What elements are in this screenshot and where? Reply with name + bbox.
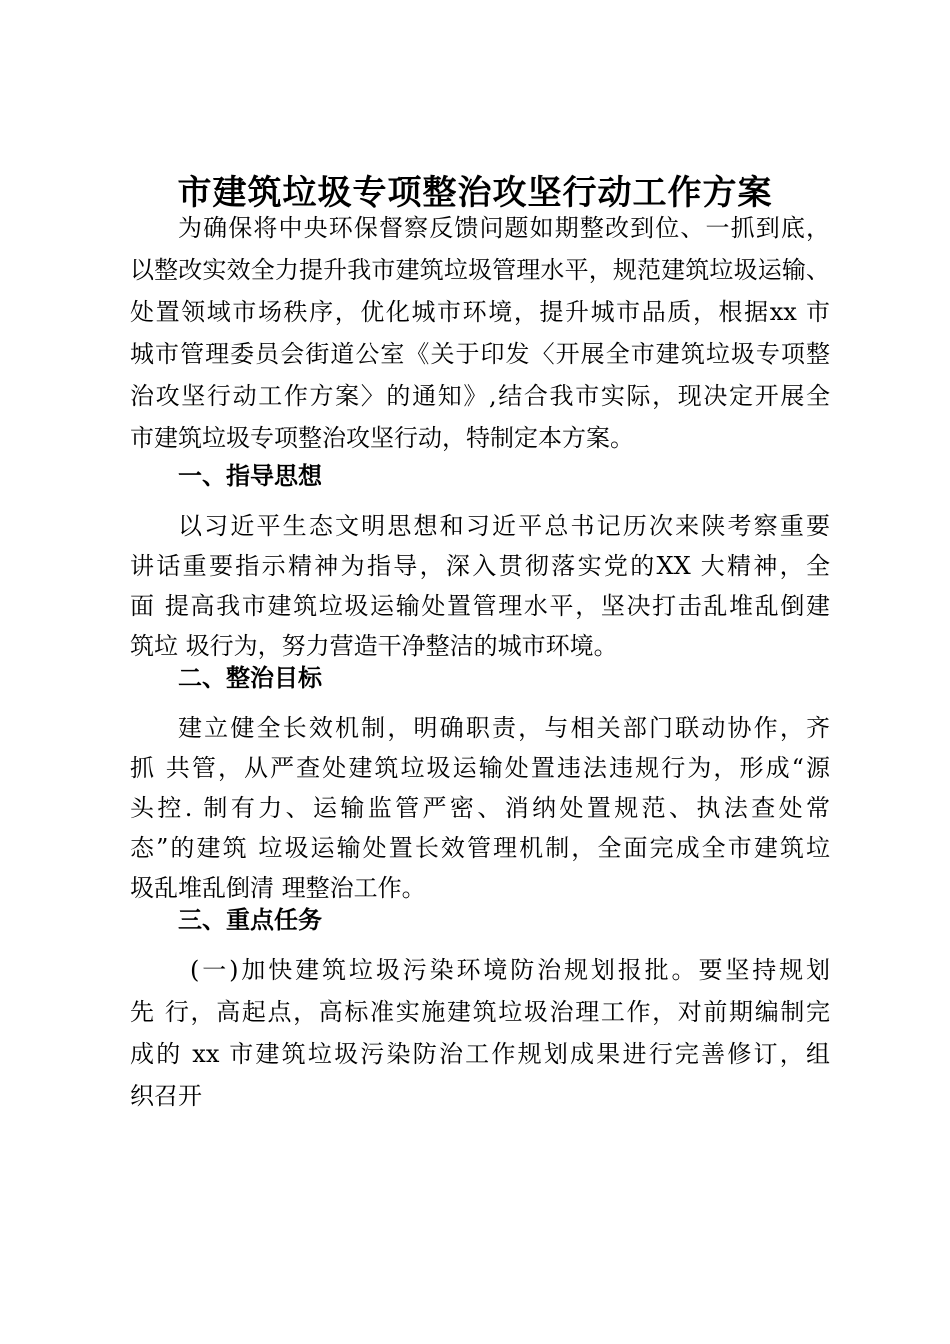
paragraph-line: 建立健全长效机制，明确职责，与相关部门联动协作，齐 <box>178 714 830 742</box>
intro-line: 处置领域市场秩序，优化城市环境，提升城市品质，根据xx 市 <box>130 298 830 326</box>
paragraph-line: 筑垃 圾行为，努力营造干净整洁的城市环境。 <box>130 632 618 660</box>
section-heading: 三、重点任务 <box>178 906 322 934</box>
paragraph-line: 圾乱堆乱倒清 理整治工作。 <box>130 874 426 902</box>
intro-line: 城市管理委员会街道公室《关于印发〈开展全市建筑垃圾专项整 <box>130 340 830 368</box>
paragraph-line: 头控. 制有力、运输监管严密、消纳处置规范、执法查处常 <box>130 794 830 822</box>
paragraph-line: 先 行，高起点，高标准实施建筑垃圾治理工作，对前期编制完 <box>130 998 830 1026</box>
paragraph-line: 面 提高我市建筑垃圾运输处置管理水平，坚决打击乱堆乱倒建 <box>130 592 830 620</box>
paragraph-line: 以习近平生态文明思想和习近平总书记历次来陕考察重要 <box>178 512 830 540</box>
paragraph-line: (一)加快建筑垃圾污染环境防治规划报批。要坚持规划 <box>190 956 830 984</box>
intro-line: 市建筑垃圾专项整治攻坚行动，特制定本方案。 <box>130 424 634 452</box>
section-heading: 一、指导思想 <box>178 462 322 490</box>
paragraph-line: 讲话重要指示精神为指导，深入贯彻落实党的XX 大精神，全 <box>130 552 830 580</box>
paragraph-line: 成的 xx 市建筑垃圾污染防治工作规划成果进行完善修订，组 <box>130 1040 830 1068</box>
section-heading: 二、整治目标 <box>178 664 322 692</box>
paragraph-line: 态”的建筑 垃圾运输处置长效管理机制，全面完成全市建筑垃 <box>130 834 830 862</box>
document-title: 市建筑垃圾专项整治攻坚行动工作方案 <box>177 173 773 213</box>
intro-line: 为确保将中央环保督察反馈问题如期整改到位、一抓到底， <box>178 214 830 242</box>
paragraph-line: 织召开 <box>130 1082 202 1110</box>
paragraph-line: 抓 共管，从严查处建筑垃圾运输处置违法违规行为，形成“源 <box>130 754 830 782</box>
intro-line: 以整改实效全力提升我市建筑垃圾管理水平，规范建筑垃圾运输、 <box>130 256 830 284</box>
intro-line: 治攻坚行动工作方案〉的通知》,结合我市实际，现决定开展全 <box>130 382 830 410</box>
